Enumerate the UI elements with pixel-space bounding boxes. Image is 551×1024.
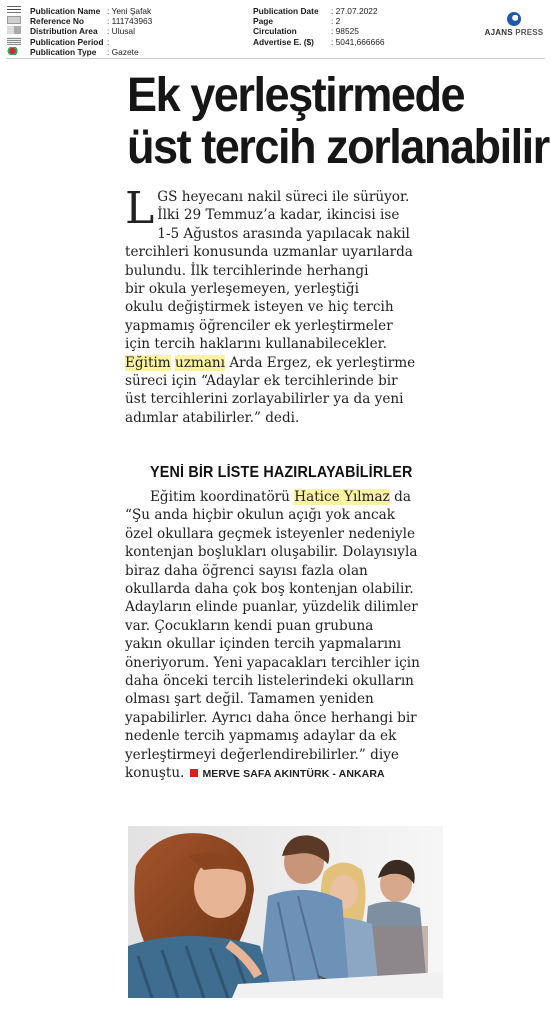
text-line: nedenle tercih yapmamış adaylar da ek	[125, 728, 397, 745]
brand-name-suffix: PRESS	[515, 28, 544, 37]
newspaper-icon	[7, 6, 21, 14]
meta-row-page	[253, 16, 385, 26]
text-line: tercihleri konusunda uzmanlar uyarılarda	[125, 244, 413, 261]
reference-icon	[7, 16, 21, 24]
article-byline: MERVE SAFA AKINTÜRK - ANKARA	[202, 768, 385, 781]
metadata-icons	[7, 6, 23, 57]
article-paragraph-1	[125, 183, 445, 427]
highlighted-term: Eğitim	[125, 354, 171, 371]
text-line: bulundu. İlk tercihlerinde herhangi	[125, 262, 369, 279]
meta-label: Page	[253, 16, 274, 27]
meta-label: Publication Name	[30, 6, 101, 16]
meta-label: Distribution Area	[30, 26, 98, 37]
text-line: özel okullara geçmek isteyenler nedeniyle	[125, 525, 416, 542]
meta-value: : 98525	[331, 26, 359, 37]
text-line: yerleştirmeyi değerlendirebilirler.” diye	[125, 746, 399, 763]
text-line: yapabilirler. Ayrıcı daha önce herhangi bir	[125, 709, 417, 726]
text-line: Adayların elinde puanlar, yüzdelik dilimler	[125, 599, 418, 616]
meta-row-advertise-equivalent	[253, 37, 385, 47]
ajans-press-logo-icon	[507, 12, 521, 26]
ajans-press-logo	[481, 12, 547, 38]
meta-value: :	[107, 36, 110, 47]
meta-value: : 5041,666666	[331, 36, 385, 47]
text-line: üst tercihlerini zorlayabilirler ya da yeni	[125, 391, 404, 408]
meta-value: : 111743963	[107, 16, 153, 27]
text-line: yakın okullar içinden tercih yapmalarını	[125, 636, 402, 653]
metadata-right-column	[253, 6, 385, 47]
text-fragment: Eğitim koordinatörü	[150, 489, 295, 505]
meta-row-publication-date	[253, 6, 385, 16]
text-line: İlki 29 Temmuz’a kadar, ikincisi ise	[157, 207, 400, 224]
text-line: GS heyecanı nakil süreci ile sürüyor.	[157, 189, 410, 205]
text-line: yapmamış öğrenciler ek yerleştirmeler	[125, 317, 393, 334]
article-paragraph-2	[125, 488, 445, 784]
text-line: 1-5 Ağustos arasında yapılacak nakil	[157, 225, 410, 242]
text-line: daha önceki tercih listelerindeki okulların	[125, 673, 414, 690]
meta-value: : 27.07.2022	[331, 6, 378, 16]
meta-value: : Yeni Şafak	[107, 6, 152, 16]
text-line: biraz daha öğrenci sayısı fazla olan	[125, 562, 368, 579]
publication-type-icon	[7, 47, 21, 55]
meta-label: Advertise E. ($)	[253, 36, 314, 47]
byline-square-icon	[190, 769, 198, 777]
text-line: okulu değiştirmek isteyen ve hiç tercih	[125, 299, 394, 316]
brand-name	[481, 28, 547, 38]
article-photo	[128, 826, 443, 998]
meta-label: Reference No	[30, 16, 84, 27]
headline-line-1: Ek yerleştirmede	[127, 69, 465, 122]
meta-row-reference-no	[30, 16, 152, 26]
highlighted-name: Hatice Yılmaz	[294, 489, 390, 505]
meta-row-publication-period	[30, 37, 152, 47]
meta-value: : 2	[331, 16, 341, 27]
text-fragment: konuştu.	[125, 765, 185, 782]
meta-label: Publication Type	[30, 46, 97, 57]
text-fragment: Arda Ergez, ek yerleştirme	[225, 354, 416, 371]
metadata-left-column	[30, 6, 152, 57]
text-line: bir okula yerleşemeyen, yerleştiği	[125, 281, 359, 298]
publication-metadata	[0, 6, 551, 58]
period-icon	[7, 37, 21, 45]
meta-row-publication-type	[30, 47, 152, 57]
brand-name-primary: AJANS	[484, 28, 513, 37]
text-line: olması şart değil. Tamamen yeniden	[125, 691, 374, 708]
header-divider	[6, 58, 545, 59]
headline-line-2: üst tercih zorlanabilir	[127, 121, 549, 174]
meta-label: Publication Date	[253, 6, 319, 16]
meta-row-circulation	[253, 26, 385, 36]
text-line: okullarda daha çok boş kontenjan olabilir.	[125, 581, 414, 598]
drop-cap: L	[125, 183, 155, 234]
highlighted-term: uzmanı	[175, 354, 226, 371]
text-line	[125, 488, 445, 506]
meta-value: : Ulusal	[107, 26, 135, 37]
text-line: kontenjan boşlukları oluşabilir. Dolayısıyla	[125, 544, 418, 561]
text-line: adımlar atabilirler.” dedi.	[125, 409, 300, 426]
article-headline	[127, 69, 549, 174]
text-line	[125, 354, 445, 372]
meta-label: Circulation	[253, 26, 297, 37]
text-line	[125, 764, 445, 783]
text-fragment: da	[389, 489, 411, 505]
meta-value: : Gazete	[107, 46, 139, 57]
text-line: için tercih haklarını kullanabilecekler.	[125, 336, 387, 353]
distribution-icon	[7, 26, 21, 34]
meta-row-publication-name	[30, 6, 152, 16]
meta-label: Publication Period	[30, 36, 104, 47]
text-line: süreci için “Adaylar ek tercihlerinde bir	[125, 373, 398, 390]
text-line: “Şu anda hiçbir okulun açığı yok ancak	[125, 507, 395, 524]
meta-row-distribution-area	[30, 26, 152, 36]
students-exam-illustration	[128, 826, 443, 998]
text-line: var. Çocukların kendi puan grubuna	[125, 617, 374, 634]
text-line: öneriyorum. Yeni yapacakları tercihler için	[125, 654, 420, 671]
article-subheading: YENİ BİR LİSTE HAZIRLAYABİLİRLER	[150, 464, 413, 481]
